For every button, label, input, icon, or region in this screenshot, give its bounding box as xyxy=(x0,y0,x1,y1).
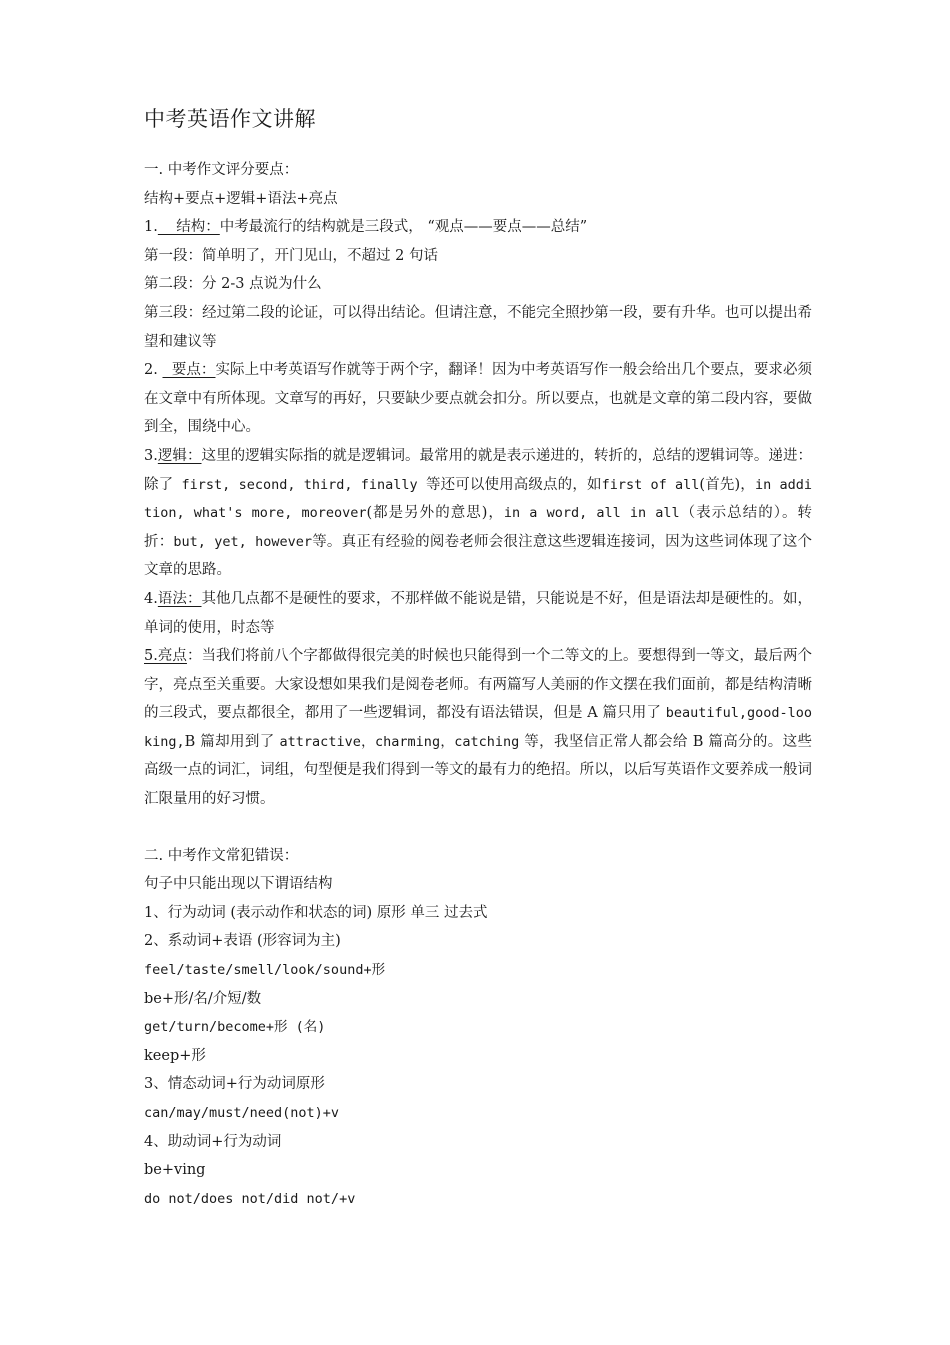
structure-line-2: 2、系动词+表语 (形容词为主) xyxy=(144,933,341,950)
item1-para1: 第一段：简单明了，开门见山，不超过 2 句话 xyxy=(144,247,438,264)
structure-line-6: keep+形 xyxy=(144,1047,206,1064)
item5-t2: B 篇却用到了 xyxy=(184,733,280,750)
item1-num: 1. xyxy=(144,219,158,236)
structure-line-11: do not/does not/did not/+v xyxy=(144,1190,356,1207)
item1-text: 中考最流行的结构就是三段式， “观点——要点——总结” xyxy=(219,219,588,236)
item3-w3: in addition, what's more, moreover xyxy=(144,476,812,522)
item2-num: 2. xyxy=(144,362,163,379)
structure-line-8: can/may/must/need(not)+v xyxy=(144,1105,340,1121)
item2-label: 要点： xyxy=(162,362,216,379)
structure-line-1: 1、行为动词 (表示动作和状态的词) 原形 单三 过去式 xyxy=(144,904,488,921)
item3-t2: 等还可以使用高级点的，如 xyxy=(425,476,602,493)
item3-label: 逻辑： xyxy=(157,447,202,464)
structure-line-5: get/turn/become+形 (名) xyxy=(144,1019,326,1036)
item3-t3: (首先)， xyxy=(699,476,755,493)
structure-line-7: 3、情态动词+行为动词原形 xyxy=(144,1076,325,1093)
item2-paragraph xyxy=(144,356,812,442)
item5-t3: 等，我坚信正常人都会给 B 篇高分的。这些高级一点的词汇，词组，句型便是我们得到一等文的最有力的绝招。所以，以后写英语作文要养成一般词汇限量用的好习惯。 xyxy=(144,733,813,808)
section-spacer xyxy=(144,814,812,842)
structure-line-3: feel/taste/smell/look/sound+形 xyxy=(144,962,386,979)
item1-label: 结构： xyxy=(157,219,220,236)
item4-paragraph xyxy=(144,585,812,642)
page-title: 中考英语作文讲解 xyxy=(144,107,316,131)
item4-label: 语法： xyxy=(157,590,202,607)
item3-w1: first, second, third, finally xyxy=(173,476,426,493)
item1-para2: 第二段：分 2-3 点说为什么 xyxy=(144,276,322,293)
item3-w4: in a word, all in all xyxy=(503,505,680,522)
item3-t4: (都是另外的意思)， xyxy=(366,505,504,522)
section2-heading: 二. 中考作文常犯错误： xyxy=(144,847,299,864)
structure-line-4: be+形/名/介短/数 xyxy=(144,990,262,1007)
item2-text: 实际上中考英语写作就等于两个字，翻译！因为中考英语写作一般会给出几个要点，要求必须在文章中有所体现。文章写的再好，只要缺少要点就会扣分。所以要点，也就是文章的第二段内容，要做到全，围绕中心。 xyxy=(144,362,813,436)
item5-label: 5.亮点 xyxy=(144,648,187,665)
item3-t6: 等。真正有经验的阅卷老师会很注意这些逻辑连接词，因为这些词体现了这个文章的思路。 xyxy=(144,533,813,579)
item3-t5: （表示总结的）。转折： xyxy=(144,505,812,550)
document-page xyxy=(144,104,812,1213)
item1-line xyxy=(144,213,812,242)
item4-num: 4. xyxy=(144,590,158,607)
item5-w2: attractive，charming，catching xyxy=(279,733,520,750)
section2-intro: 句子中只能出现以下谓语结构 xyxy=(144,876,333,893)
structure-line-9: 4、助动词+行为动词 xyxy=(144,1133,282,1150)
item5-paragraph xyxy=(144,642,812,814)
scoring-formula: 结构+要点+逻辑+语法+亮点 xyxy=(144,190,338,207)
section1-heading: 一. 中考作文评分要点： xyxy=(144,162,299,178)
item3-w2: first of all xyxy=(601,476,700,493)
item3-w5: but, yet, however xyxy=(173,533,313,550)
item1-para3: 第三段：经过第二段的论证，可以得出结论。但请注意，不能完全照抄第一段，要有升华。也可以提出希望和建议等 xyxy=(144,304,812,350)
item4-text: 其他几点都不是硬性的要求，不那样做不能说是错，只能说是不好，但是语法却是硬性的。如，单词的使用，时态等 xyxy=(144,590,813,636)
item3-t1: 这里的逻辑实际指的就是逻辑词。最常用的就是表示递进的，转折的，总结的逻辑词等。递进：除了 xyxy=(144,447,813,493)
item3-num: 3. xyxy=(144,447,158,464)
item3-paragraph xyxy=(144,442,812,585)
item5-w1: beautiful,good-looking, xyxy=(144,705,812,750)
item5-t1: ：当我们将前八个字都做得很完美的时候也只能得到一个二等文的上。要想得到一等文，最后两个字，亮点至关重要。大家设想如果我们是阅卷老师。有两篇写人美丽的作文摆在我们面前，都是结构清晰的三段式，要点都很全，都用了一些逻辑词，都没有语法错误，但是 A 篇只用了 xyxy=(144,648,812,722)
structure-line-10: be+ving xyxy=(144,1162,206,1179)
